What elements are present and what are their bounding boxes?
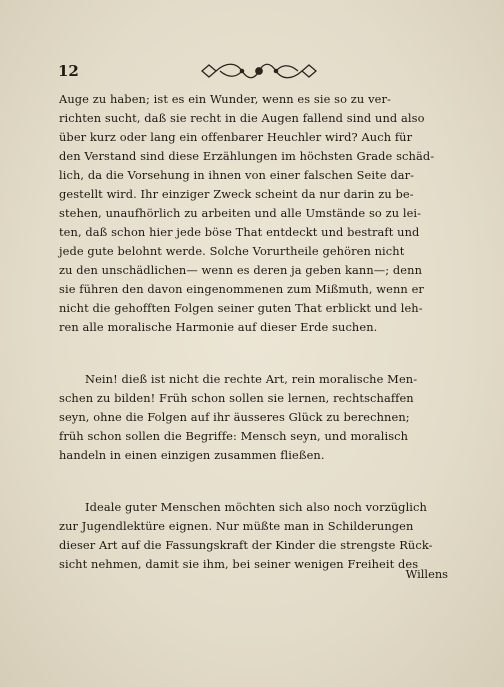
text-line: Ideale guter Menschen möchten sich also noch vorzüglich [85,500,427,514]
text-line: handeln in einen einzigen zusammen fließen. [59,448,325,462]
text-line: seyn, ohne die Folgen auf ihr äusseres Glück zu berechnen; [59,410,410,424]
text-line: zur Jugendlektüre eignen. Nur müßte man in Schilderungen [59,519,414,533]
text-line: dieser Art auf die Fassungskraft der Kinder die strengste Rück- [59,538,433,552]
text-line: schen zu bilden! Früh schon sollen sie lernen, rechtschaffen [59,391,414,405]
paragraph-2 [59,370,449,465]
ornament-icon [198,60,320,82]
text-line: lich, da die Vorsehung in ihnen von einer falschen Seite dar- [59,168,415,182]
text-line: über kurz oder lang ein offenbarer Heuchler wird? Auch für [59,130,413,144]
paragraph-3 [59,498,449,574]
text-line: ten, daß schon hier jede böse That entdeckt und bestraft und [59,225,420,239]
page-number: 12 [58,62,79,80]
text-line: stehen, unaufhörlich zu arbeiten und alle Umstände so zu lei- [59,206,422,220]
text-line: gestellt wird. Ihr einziger Zweck scheint da nur darin zu be- [59,187,414,201]
body-text [59,90,449,574]
text-line: jede gute belohnt werde. Solche Vorurtheile gehören nicht [59,244,405,258]
paragraph-1 [59,90,449,337]
text-line: sie führen den davon eingenommenen zum Mißmuth, wenn er [59,282,424,296]
text-line: früh schon sollen die Begriffe: Mensch seyn, und moralisch [59,429,409,443]
text-line: Nein! dieß ist nicht die rechte Art, rein moralische Men- [85,372,418,386]
catchword: Willens [405,567,448,581]
paragraph-gap [59,465,449,498]
text-line: nicht die gehofften Folgen seiner guten That erblickt und leh- [59,301,423,315]
text-line: richten sucht, daß sie recht in die Augen fallend sind und also [59,111,425,125]
text-line: sicht nehmen, damit sie ihm, bei seiner wenigen Freiheit des [59,557,419,571]
text-line: ren alle moralische Harmonie auf dieser Erde suchen. [59,320,378,334]
text-line: Auge zu haben; ist es ein Wunder, wenn es sie so zu ver- [59,92,391,106]
text-line: den Verstand sind diese Erzählungen im höchsten Grade schäd- [59,149,435,163]
text-line: zu den unschädlichen— wenn es deren ja geben kann—; denn [59,263,423,277]
paragraph-gap [59,337,449,370]
